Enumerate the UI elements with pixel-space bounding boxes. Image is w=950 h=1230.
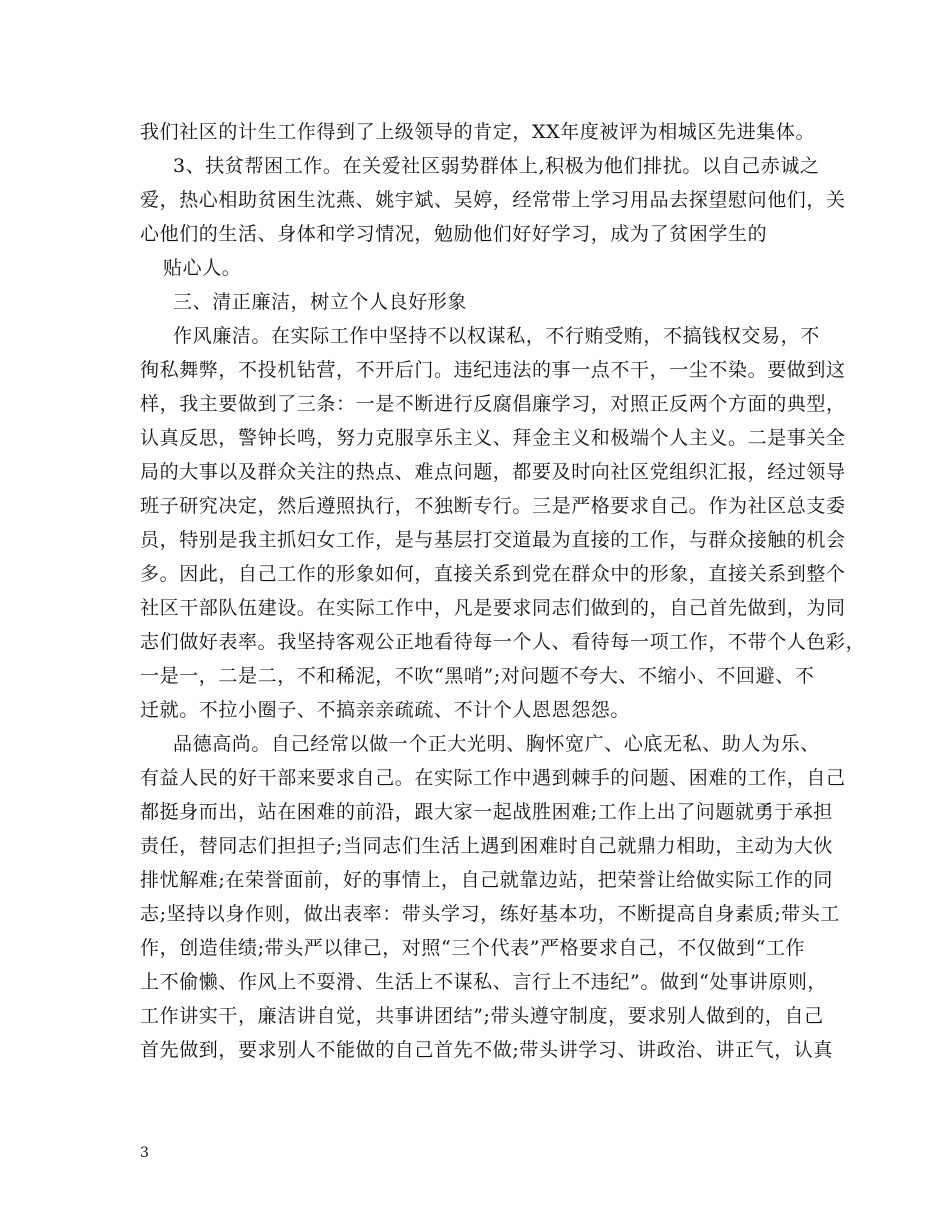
text-line: 贴心人。	[163, 257, 242, 279]
document-body	[140, 115, 866, 1067]
text-line: 作，创造佳绩;带头严以律己，对照“三个代表”严格要求自己，不仅做到“工作	[140, 937, 806, 959]
text-line: 有益人民的好干部来要求自己。在实际工作中遇到棘手的问题、困难的工作，自己	[140, 767, 846, 789]
text-line: 我们社区的计生工作得到了上级领导的肯定，XX年度被评为相城区先进集体。	[140, 121, 816, 143]
text-line: 样，我主要做到了三条：一是不断进行反腐倡廉学习，对照正反两个方面的典型，	[140, 393, 846, 415]
text-line: 作风廉洁。在实际工作中坚持不以权谋私，不行贿受贿，不搞钱权交易，不	[173, 325, 820, 347]
text-line: 心他们的生活、身体和学习情况，勉励他们好好学习，成为了贫困学生的	[140, 223, 768, 245]
text-line: 员，特别是我主抓妇女工作，是与基层打交道最为直接的工作，与群众接触的机会	[140, 529, 846, 551]
text-line: 三、清正廉洁，树立个人良好形象	[173, 291, 468, 313]
text-line: 社区干部队伍建设。在实际工作中，凡是要求同志们做到的，自己首先做到，为同	[140, 597, 846, 619]
text-line: 徇私舞弊，不投机钻营，不开后门。违纪违法的事一点不干，一尘不染。要做到这	[140, 359, 846, 381]
text-line: 多。因此，自己工作的形象如何，直接关系到党在群众中的形象，直接关系到整个	[140, 563, 846, 585]
page-number: 3	[140, 1145, 149, 1161]
text-line: 3、扶贫帮困工作。在关爱社区弱势群体上,积极为他们排扰。以自己赤诚之	[173, 155, 820, 177]
text-line: 认真反思，警钟长鸣，努力克服享乐主义、拜金主义和极端个人主义。二是事关全	[140, 427, 846, 449]
text-line: 迁就。不拉小圈子、不搞亲亲疏疏、不计个人恩恩怨怨。	[140, 699, 631, 721]
text-line: 上不偷懒、作风上不耍滑、生活上不谋私、言行上不违纪”。做到“处事讲原则，	[140, 971, 828, 993]
text-line: 责任，替同志们担担子;当同志们生活上遇到困难时自己就鼎力相助，主动为大伙	[140, 835, 834, 857]
text-line: 工作讲实干，廉洁讲自觉，共事讲团结”;带头遵守制度，要求别人做到的，自己	[140, 1005, 824, 1027]
text-line: 志们做好表率。我坚持客观公正地看待每一个人、看待每一项工作，不带个人色彩，	[140, 631, 866, 653]
text-line: 首先做到，要求别人不能做的自己首先不做;带头讲学习、讲政治、讲正气，认真	[140, 1039, 834, 1061]
text-line: 都挺身而出，站在困难的前沿，跟大家一起战胜困难;工作上出了问题就勇于承担	[140, 801, 834, 823]
text-line: 排忧解难;在荣誉面前，好的事情上，自己就靠边站，把荣誉让给做实际工作的同	[140, 869, 834, 891]
text-line: 品德高尚。自己经常以做一个正大光明、胸怀宽广、心底无私、助人为乐、	[173, 733, 820, 755]
text-line: 局的大事以及群众关注的热点、难点问题，都要及时向社区党组织汇报，经过领导	[140, 461, 846, 483]
text-line: 一是一，二是二，不和稀泥，不吹“黑哨”;对问题不夸大、不缩小、不回避、不	[140, 665, 815, 687]
text-line: 班子研究决定，然后遵照执行，不独断专行。三是严格要求自己。作为社区总支委	[140, 495, 846, 517]
text-line: 志;坚持以身作则，做出表率：带头学习，练好基本功，不断提高自身素质;带头工	[140, 903, 841, 925]
text-line: 爱，热心相助贫困生沈燕、姚宇斌、吴婷，经常带上学习用品去探望慰问他们，关	[140, 189, 846, 211]
